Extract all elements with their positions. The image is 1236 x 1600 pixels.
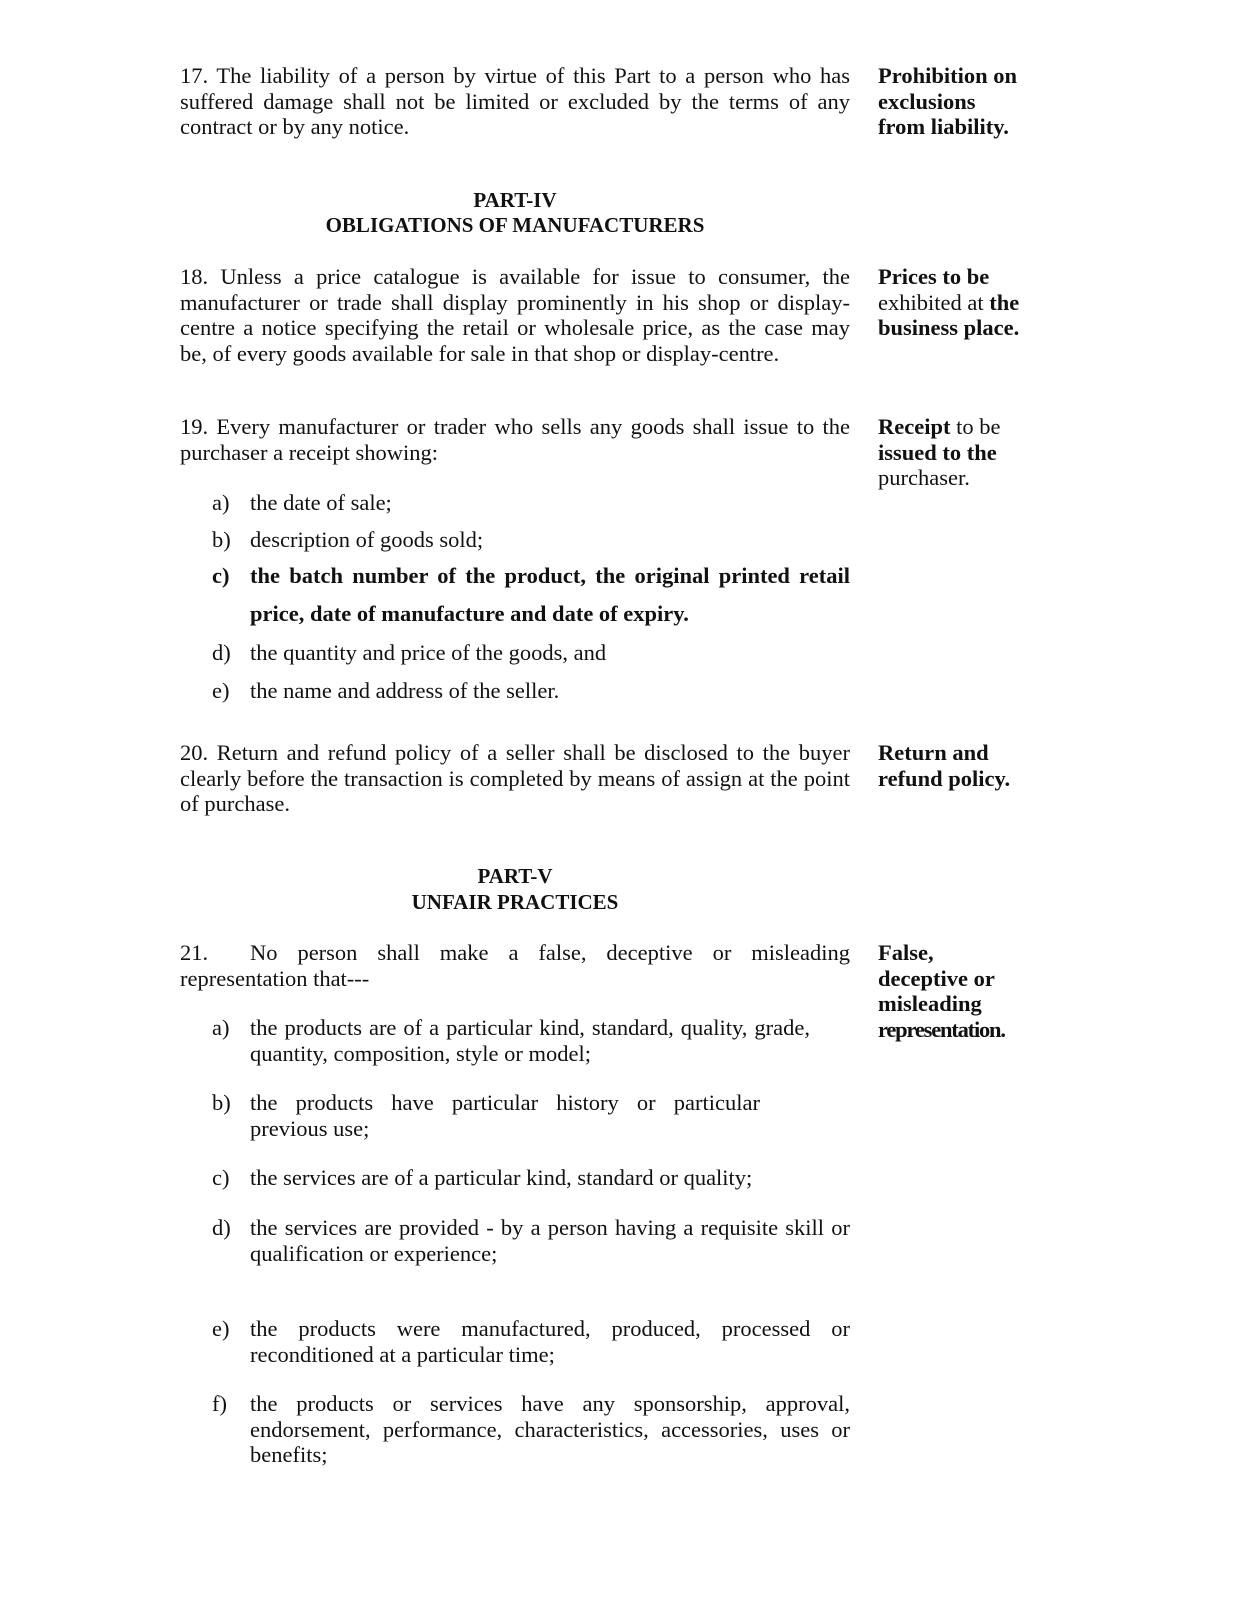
list-item-text: description of goods sold; <box>250 527 484 552</box>
margin-note-line: misleading <box>878 991 982 1016</box>
margin-note-line: exclusions <box>878 88 976 114</box>
part-v-subtitle: UNFAIR PRACTICES <box>411 890 619 914</box>
part-iv-subtitle: OBLIGATIONS OF MANUFACTURERS <box>325 213 705 237</box>
list-item-label: a) <box>212 1015 230 1040</box>
margin-note-line: deceptive or <box>878 965 995 991</box>
list-item-label: e) <box>212 678 230 703</box>
list-item-text: the date of sale; <box>250 490 392 515</box>
section-17-text: 17. The liability of a person by virtue of this Part to a person who has suffered damage shall not be limited or excluded by the terms of any contract or by any notice. <box>180 63 850 139</box>
section-19-margin-note <box>878 414 1078 491</box>
section-17-margin-note <box>878 63 1078 140</box>
section-18-margin-note <box>878 264 1078 341</box>
list-item-label: d) <box>212 1215 231 1240</box>
list-item-label: e) <box>212 1316 230 1341</box>
section-21-number: 21. <box>180 940 209 965</box>
list-item-label: f) <box>212 1391 227 1416</box>
list-item-label: c) <box>212 563 230 588</box>
section-20-text: 20. Return and refund policy of a seller shall be disclosed to the buyer clearly before the transaction is completed by means of assign at the point of purchase. <box>180 740 850 816</box>
list-item-text: the services are of a particular kind, standard or quality; <box>250 1165 753 1190</box>
list-item-text: the products have particular history or particular previous use; <box>250 1090 760 1141</box>
section-21-margin-note <box>878 940 1078 1042</box>
margin-note-line: Prices to be <box>878 264 990 289</box>
margin-note-line: business place. <box>878 315 1020 340</box>
list-item-label: b) <box>212 1090 231 1115</box>
margin-note-line: representation. <box>878 1016 1005 1042</box>
list-item-text: the products are of a particular kind, standard, quality, grade, quantity, composition, style or model; <box>250 1015 810 1066</box>
part-v-title: PART-V <box>477 864 553 888</box>
section-19-text: 19. Every manufacturer or trader who sells any goods shall issue to the purchaser a receipt showing: <box>180 414 850 465</box>
section-21-text: 21. No person shall make a false, deceptive or misleading representation that--- <box>180 940 850 991</box>
list-item-label: b) <box>212 527 231 552</box>
margin-note-line: Receipt to be <box>878 414 1001 439</box>
margin-note-line: False, <box>878 940 934 965</box>
margin-note-line: Return and <box>878 740 989 765</box>
list-item-label: d) <box>212 640 231 665</box>
list-item-text: the products were manufactured, produced, processed or reconditioned at a particular time; <box>250 1316 850 1367</box>
part-iv-title: PART-IV <box>473 188 557 212</box>
list-item-label: a) <box>212 490 230 515</box>
list-item-text: the products or services have any sponsorship, approval, endorsement, performance, characteristics, accessories, uses or benefits; <box>250 1391 850 1467</box>
list-item-text: the name and address of the seller. <box>250 678 560 703</box>
margin-note-line: refund policy. <box>878 765 1011 791</box>
section-18-text: 18. Unless a price catalogue is available for issue to consumer, the manufacturer or trade shall display prominently in his shop or display-centre a notice specifying the retail or wholesale price, as the case may be, of every goods available for sale in that shop or display-centre. <box>180 264 850 366</box>
list-item-text: the batch number of the product, the original printed retail price, date of manufacture and date of expiry. <box>250 563 850 626</box>
margin-note-line: Prohibition on <box>878 63 1017 88</box>
section-20-margin-note <box>878 740 1078 791</box>
margin-note-line: purchaser. <box>878 465 970 490</box>
margin-note-line: issued to the <box>878 439 997 465</box>
margin-note-line: from liability. <box>878 114 1009 139</box>
list-item-label: c) <box>212 1165 230 1190</box>
margin-note-line: exhibited at the <box>878 289 1020 315</box>
list-item-text: the quantity and price of the goods, and <box>250 640 607 665</box>
list-item-text: the services are provided - by a person having a requisite skill or qualification or experience; <box>250 1215 850 1266</box>
